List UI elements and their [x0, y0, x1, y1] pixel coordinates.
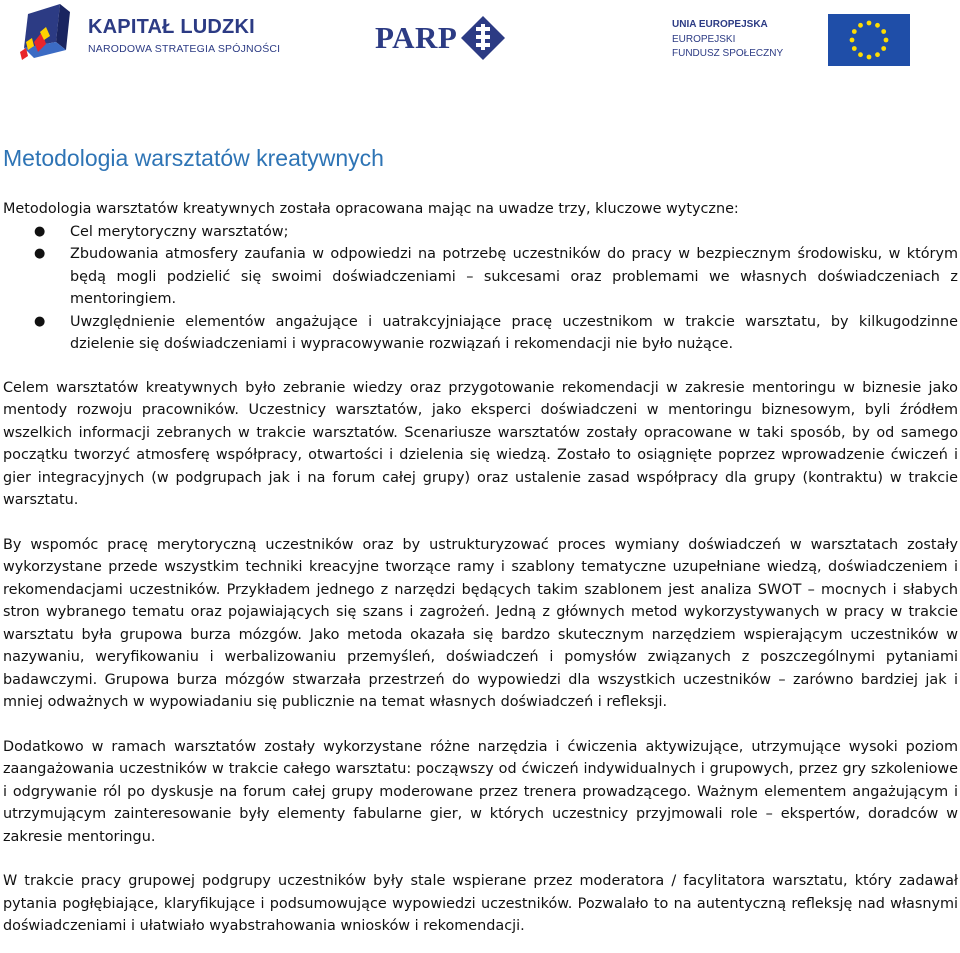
kapital-ludzki-logo — [20, 2, 281, 76]
list-item — [3, 221, 958, 244]
document-title: Metodologia warsztatów kreatywnych — [3, 145, 384, 171]
intro-paragraph: Metodologia warsztatów kreatywnych została opracowana mając na uwadze trzy, kluczowe wytyczne: — [3, 201, 739, 217]
document-body — [3, 144, 958, 953]
guidelines-list — [3, 221, 958, 356]
kapital-ludzki-subtitle: NARODOWA STRATEGIA SPÓJNOŚCI — [88, 43, 281, 55]
bullet-icon: ● — [34, 313, 46, 329]
paragraph-tools: Dodatkowo w ramach warsztatów zostały wykorzystane różne narzędzia i ćwiczenia aktywizujące, utrzymujące wysoki poziom zaangażowania uczestników w trakcie całego warsztatu: począwszy od ćwiczeń indywidualnych i grupowych, przez gry szkoleniowe i odgrywanie ról po dyskusje na forum całej grupy moderowane przez trenera prowadzącego. Ważnym elementem angażującym i utrzymującym zainteresowanie były elementy fabularne gier, w których uczestnicy przyjmowali role – ekspertów, doradców w zakresie mentoringu. — [3, 738, 958, 845]
bullet-icon: ● — [34, 246, 46, 261]
paragraph-moderation: W trakcie pracy grupowej podgrupy uczestników były stale wspierane przez moderatora / facylitatora warsztatu, który zadawał pytania pogłębiające, klaryfikujące i podsumowujące wypowiedzi uczestników. Pozwalało to na autentyczną refleksję nad własnymi doświadczeniami i ułatwiało wyabstrahowania wniosków i rekomendacji. — [3, 873, 958, 934]
kapital-ludzki-emblem-icon — [20, 2, 86, 76]
kapital-ludzki-title: KAPITAŁ LUDZKI — [88, 16, 255, 38]
eu-flag-icon — [828, 14, 910, 66]
paragraph-goals: Celem warsztatów kreatywnych było zebranie wiedzy oraz przygotowanie rekomendacji w zakresie mentoringu w biznesie jako mentody rozwoju pracowników. Uczestnicy warsztatów, jako eksperci doświadczeni w mentoringu biznesowym, byli źródłem wszelkich informacji zebranych w trakcie warsztatów. Scenariusze warsztatów zostały opracowane w taki sposób, by od samego początku tworzyć atmosferę współpracy, otwartości i dzielenia się wiedzą. Zostało to osiągnięte poprzez wprowadzenie ćwiczeń i gier integracyjnych (w podgrupach jak i na forum całej grupy) oraz ustalenie zasad współpracy dla grupy (kontraktu) w trakcie warsztatu. — [3, 379, 958, 508]
list-item-text: Zbudowania atmosfery zaufania w odpowiedzi na potrzebę uczestników do pracy w bezpiecznym środowisku, w którym będą mogli podzielić się swoimi doświadczeniami – sukcesami oraz problemami we własnych doświadczeniach z mentoringiem. — [70, 246, 958, 307]
parp-emblem-icon — [459, 14, 507, 66]
bullet-icon: ● — [34, 223, 46, 239]
eu-line-2: EUROPEJSKI — [672, 34, 736, 45]
eu-fund-logo-text — [672, 14, 822, 64]
list-item-text: Cel merytoryczny warsztatów; — [70, 223, 289, 240]
header-logos — [0, 0, 960, 80]
parp-wordmark: PARP — [375, 20, 458, 55]
list-item — [3, 311, 958, 356]
eu-line-1: UNIA EUROPEJSKA — [672, 19, 768, 30]
paragraph-techniques: By wspomóc pracę merytoryczną uczestników oraz by ustrukturyzować proces wymiany doświadczeń w warsztatach zostały wykorzystane przede wszystkim techniki kreacyjne tworzące ramy i szablony tematyczne uzupełniane wiedzą, doświadczeniem i rekomendacjami uczestników. Przykładem jednego z narzędzi będących takim szablonem jest analiza SWOT – mocnych i słabych stron wybranego tematu oraz pojawiających się szans i zagrożeń. Jedną z głównych metod wykorzystywanych w pracy w trakcie warsztatu była grupowa burza mózgów. Jako metoda okazała się bardzo skutecznym narzędziem wspierającym uczestników w nazywaniu, weryfikowaniu i werbalizowaniu przemyśleń, doświadczeń i pomysłów związanych z poszczególnymi pytaniami badawczymi. Grupowa burza mózgów stwarzała przestrzeń do wypowiedzi dla wszystkich uczestników – zarówno bardziej jak i mniej odważnych w wypowiadaniu się publicznie na temat własnych doświadczeń i refleksji. — [3, 536, 958, 710]
parp-logo — [375, 14, 515, 66]
list-item-text: Uwzględnienie elementów angażujące i uatrakcyjniające pracę uczestnikom w trakcie warsztatu, by kilkugodzinne dzielenie się doświadczeniami i wypracowywanie rozwiązań i rekomendacji nie było nużące. — [70, 313, 958, 352]
list-item — [3, 243, 958, 311]
eu-line-3: FUNDUSZ SPOŁECZNY — [672, 48, 784, 59]
